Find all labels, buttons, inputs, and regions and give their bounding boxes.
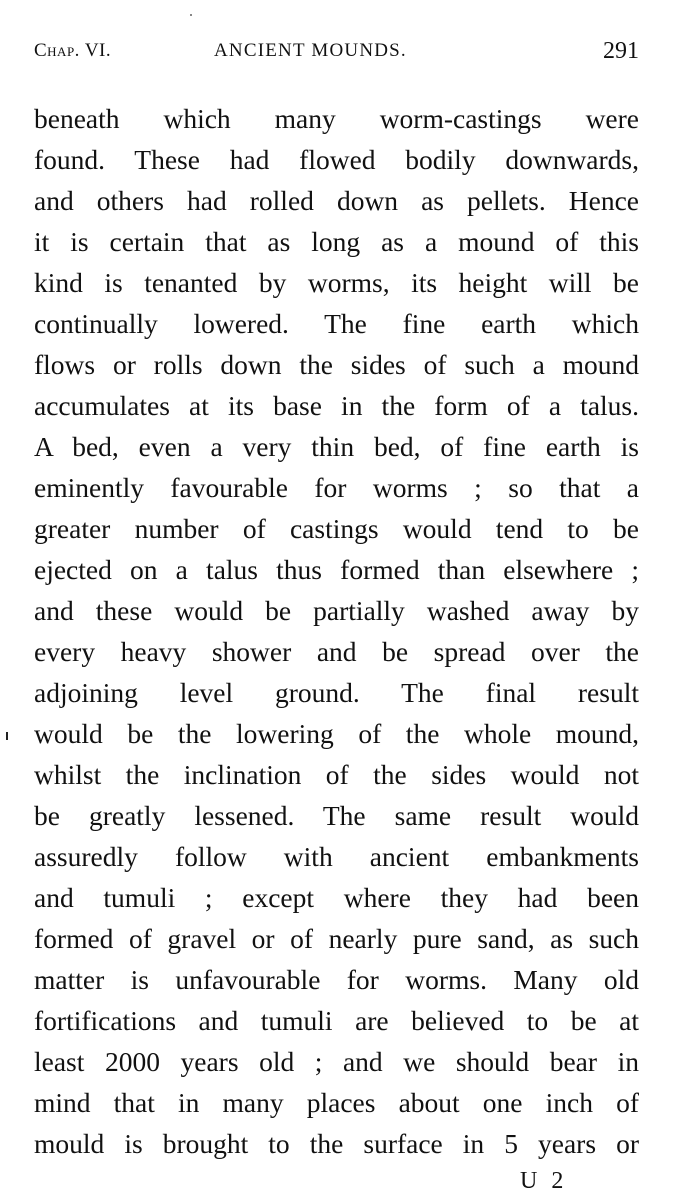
text-line: mould is brought to the surface in 5 years or bbox=[34, 1128, 639, 1159]
margin-mark bbox=[6, 732, 8, 740]
text-line: accumulates at its base in the form of a talus. bbox=[34, 390, 639, 421]
body-text bbox=[34, 98, 639, 1164]
text-line: and these would be partially washed away by bbox=[34, 595, 639, 626]
text-line: A bed, even a very thin bed, of fine earth is bbox=[34, 431, 639, 462]
chapter-label: Chap. VI. bbox=[34, 40, 112, 61]
speck-mark bbox=[190, 14, 192, 16]
text-line: and tumuli ; except where they had been bbox=[34, 882, 639, 913]
running-title: ANCIENT MOUNDS. bbox=[214, 40, 407, 61]
text-line: whilst the inclination of the sides would not bbox=[34, 759, 639, 790]
signature-mark: U 2 bbox=[520, 1168, 568, 1194]
text-line: and others had rolled down as pellets. Hence bbox=[34, 185, 639, 216]
text-line: continually lowered. The fine earth which bbox=[34, 308, 639, 339]
text-line: least 2000 years old ; and we should bear in bbox=[34, 1046, 639, 1077]
text-line: it is certain that as long as a mound of this bbox=[34, 226, 639, 257]
text-line: eminently favourable for worms ; so that a bbox=[34, 472, 639, 503]
text-line: formed of gravel or of nearly pure sand, as such bbox=[34, 923, 639, 954]
text-line: adjoining level ground. The final result bbox=[34, 677, 639, 708]
text-line: beneath which many worm-castings were bbox=[34, 103, 639, 134]
text-line: assuredly follow with ancient embankments bbox=[34, 841, 639, 872]
text-line: found. These had flowed bodily downwards, bbox=[34, 144, 639, 175]
text-line: would be the lowering of the whole mound, bbox=[34, 718, 639, 749]
text-line: mind that in many places about one inch of bbox=[34, 1087, 639, 1118]
text-line: kind is tenanted by worms, its height will be bbox=[34, 267, 639, 298]
text-line: every heavy shower and be spread over the bbox=[34, 636, 639, 667]
text-line: greater number of castings would tend to be bbox=[34, 513, 639, 544]
text-line: be greatly lessened. The same result would bbox=[34, 800, 639, 831]
page-number: 291 bbox=[603, 38, 639, 64]
text-line: flows or rolls down the sides of such a mound bbox=[34, 349, 639, 380]
text-line: ejected on a talus thus formed than elsewhere ; bbox=[34, 554, 639, 585]
running-head bbox=[34, 38, 639, 68]
text-line: matter is unfavourable for worms. Many old bbox=[34, 964, 639, 995]
text-line: fortifications and tumuli are believed to be at bbox=[34, 1005, 639, 1036]
